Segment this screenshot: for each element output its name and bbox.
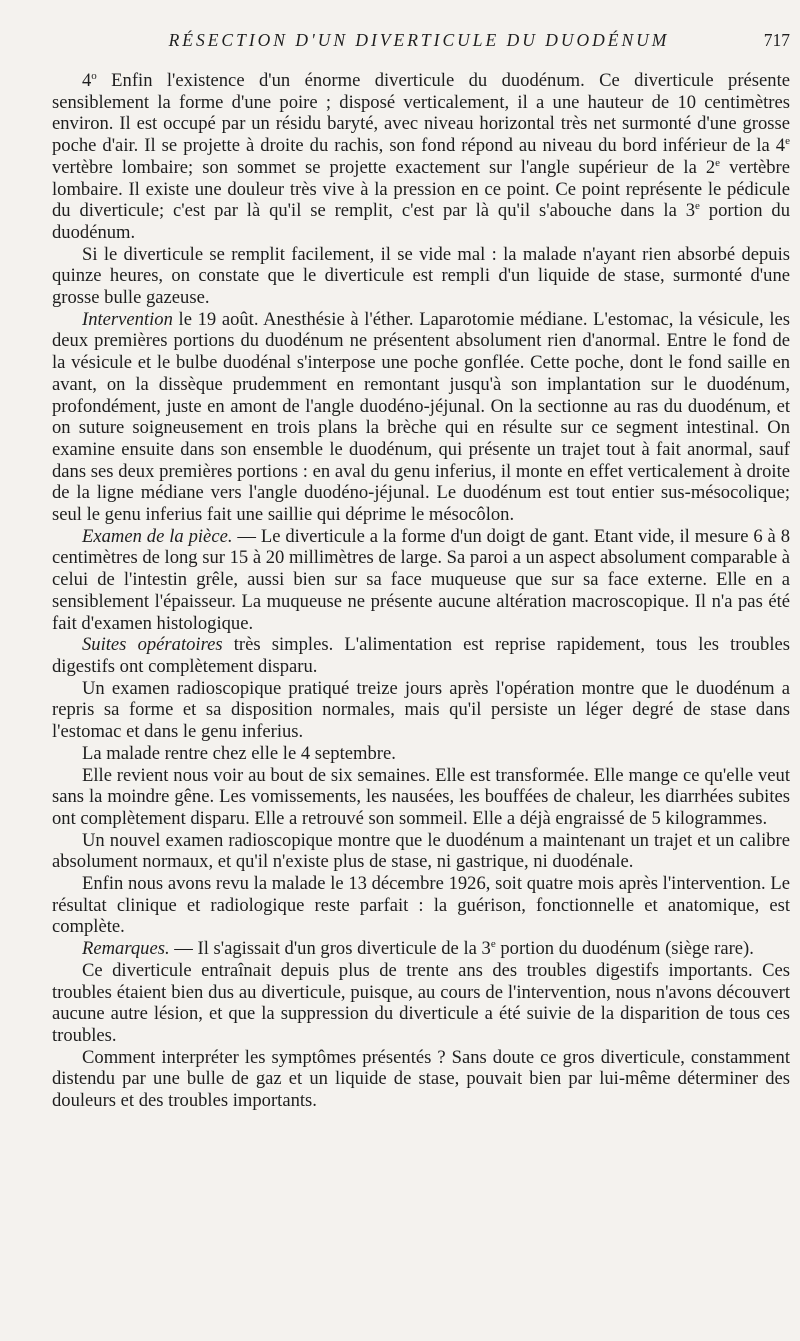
- superscript: o: [91, 69, 97, 82]
- italic-heading: Remarques.: [82, 938, 170, 960]
- superscript: e: [490, 937, 496, 950]
- text-run: — Il s'agissait d'un gros diverticule de la 3: [169, 938, 491, 960]
- text-run: Elle revient nous voir au bout de six semaines. Elle est transformée. Elle mange ce qu'elle veut sans la moindre gêne. Les vomissements, les nausées, les bouffées de chaleur, les diarrhées subites ont complètement disparu. Elle a retrouvé son sommeil. Elle a déjà engraissé de 5 kilogrammes.: [52, 764, 790, 829]
- italic-heading: Examen de la pièce.: [82, 525, 233, 547]
- text-run: Un nouvel examen radioscopique montre que le duodénum a maintenant un trajet et un calibre absolument normaux, et qu'il n'existe plus de stase, ni gastrique, ni duodénale.: [52, 829, 790, 873]
- paragraph: [52, 70, 790, 244]
- text-run: Enfin l'existence d'un énorme diverticule du duodénum. Ce diverticule présente sensiblement la forme d'une poire ; disposé verticalement, il a une hauteur de 10 centimètres environ. Il est occupé par un résidu baryté, avec niveau horizontal très net surmonté d'une grosse poche d'air. Il se projette à droite du rachis, son fond répond au niveau du bord inférieur de la 4: [52, 70, 790, 157]
- paragraph: [52, 873, 790, 938]
- text-run: La malade rentre chez elle le 4 septembre.: [82, 742, 396, 764]
- paragraph: [52, 743, 790, 765]
- text-run: Ce diverticule entraînait depuis plus de trente ans des troubles digestifs importants. Ces troubles étaient bien dus au diverticule, puisque, au cours de l'intervention, nous n'avons découvert aucune autre lésion, et que la suppression du diverticule a été suivie de la disparition de tous ces troubles.: [52, 959, 790, 1046]
- paragraph: [52, 960, 790, 1047]
- paragraph: [52, 244, 790, 309]
- text-run: très simples. L'alimentation est reprise rapidement, tous les troubles digestifs ont complètement disparu.: [52, 634, 790, 677]
- paragraph: [52, 309, 790, 526]
- superscript: e: [785, 134, 790, 147]
- superscript: e: [715, 156, 721, 169]
- paragraph: [52, 1047, 790, 1112]
- text-run: Si le diverticule se remplit facilement, il se vide mal : la malade n'ayant rien absorbé depuis quinze heures, on constate que le diverticule est rempli d'un liquide de stase, surmonté d'une grosse bulle gazeuse.: [52, 243, 790, 309]
- paragraph: [52, 938, 790, 960]
- paragraph: [52, 526, 790, 635]
- text-run: portion du duodénum (siège rare).: [495, 938, 754, 960]
- paragraph: [52, 678, 790, 743]
- paragraph: [52, 765, 790, 830]
- text-run: vertèbre lombaire; son sommet se projette exactement sur l'angle supérieur de la 2: [52, 156, 716, 178]
- page-number: 717: [763, 30, 790, 50]
- text-run: le 19 août. Anesthésie à l'éther. Laparotomie médiane. L'estomac, la vésicule, les deux premières portions du duodénum ne présentent absolument rien d'anormal. Entre le fond de la vésicule et le bulbe duodénal s'interpose une poche gonflée. Cette poche, dont le fond saille en avant, on la dissèque prudemment en remontant jusqu'à son implantation sur le duodénum, profondément, juste en amont de l'angle duodéno-jéjunal. On la sectionne au ras du duodénum, et on suture soigneusement en trois plans la brèche qui en résulte sur ce segment intestinal. On examine ensuite dans son ensemble le duodénum, qui présente un trajet tout à fait anormal, sauf dans ses deux premières portions : en aval du genu inferius, il monte en effet verticalement à droite de la ligne médiane vers l'angle duodéno-jéjunal. Le duodénum est tout entier sus-mésocolique; seul le genu inferius fait une saillie qui déprime le mésocôlon.: [52, 308, 790, 526]
- text-run: — Le diverticule a la forme d'un doigt de gant. Etant vide, il mesure 6 à 8 centimètres de long sur 15 à 20 millimètres de large. Sa paroi a un aspect absolument comparable à celui de l'intestin grêle, aussi bien sur sa face muqueuse que sur sa face externe. Elle en a sensiblement l'épaisseur. La muqueuse ne présente aucune altération macroscopique. Il n'a pas été fait d'examen histologique.: [52, 525, 791, 634]
- article-body: [52, 70, 790, 1112]
- text-run: portion du duodénum.: [52, 200, 790, 243]
- text-run: Enfin nous avons revu la malade le 13 décembre 1926, soit quatre mois après l'intervention. Le résultat clinique et radiologique reste parfait : la guérison, fonctionnelle et anatomique, est complète.: [52, 873, 790, 938]
- running-title: RÉSECTION D'UN DIVERTICULE DU DUODÉNUM: [168, 30, 670, 50]
- superscript: e: [695, 200, 700, 213]
- paragraph: [52, 830, 790, 873]
- page-header: [48, 30, 790, 56]
- paragraph: [52, 634, 790, 677]
- italic-heading: Intervention: [82, 308, 173, 330]
- text-run: Comment interpréter les symptômes présentés ? Sans doute ce gros diverticule, constamment distendu par une bulle de gaz et un liquide de stase, pouvait bien par lui-même déterminer des douleurs et des troubles importants.: [52, 1046, 790, 1112]
- italic-heading: Suites opératoires: [82, 634, 223, 656]
- text-run: Un examen radioscopique pratiqué treize jours après l'opération montre que le duodénum a repris sa forme et sa disposition normales, mais qu'il persiste un léger degré de stase dans l'estomac et dans le genu inferius.: [52, 677, 790, 743]
- text-run: 4: [82, 70, 92, 91]
- text-run: vertèbre lombaire. Il existe une douleur très vive à la pression en ce point. Ce point représente le pédicule du diverticule; c'est par là qu'il se remplit, c'est par là qu'il s'abouche dans la 3: [52, 156, 790, 222]
